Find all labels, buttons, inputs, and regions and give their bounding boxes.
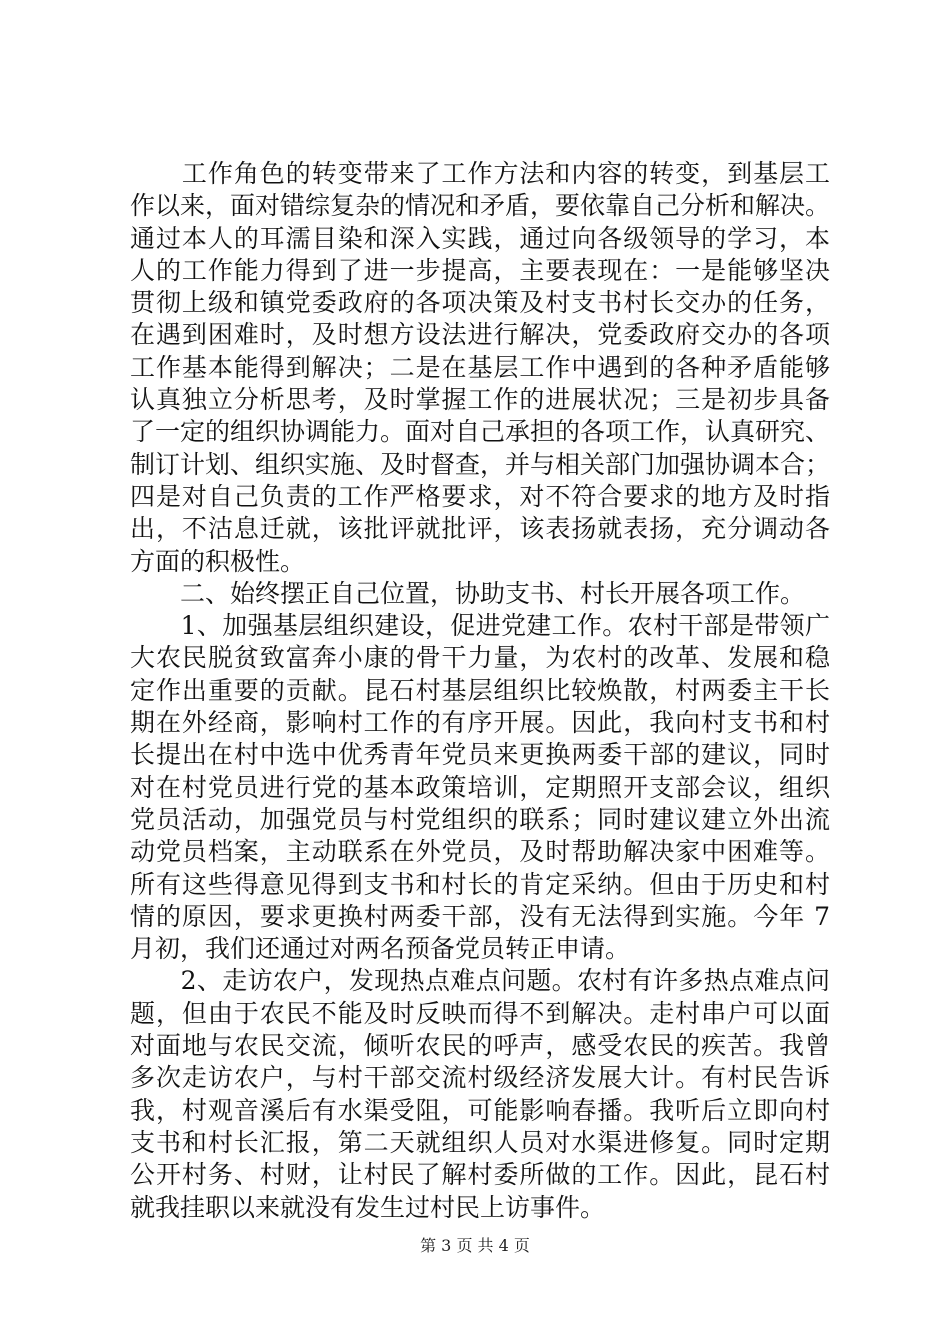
text-line: 公开村务、村财，让村民了解村委所做的工作。因此，昆石村 <box>130 1160 830 1190</box>
text-line: 多次走访农户，与村干部交流村级经济发展大计。有村民告诉 <box>130 1063 830 1093</box>
text-line: 工作角色的转变带来了工作方法和内容的转变，到基层工 <box>130 159 830 188</box>
text-line: 四是对自己负责的工作严格要求，对不符合要求的地方及时指 <box>130 481 830 511</box>
section-heading <box>130 578 830 610</box>
page-number: 第 3 页 共 4 页 <box>420 1236 530 1255</box>
text-line: 方面的积极性。 <box>130 546 306 576</box>
text-line: 对在村党员进行党的基本政策培训，定期照开支部会议，组织 <box>130 772 830 802</box>
text-line: 动党员档案，主动联系在外党员，及时帮助解决家中困难等。 <box>130 837 830 867</box>
text-line: 情的原因，要求更换村两委干部，没有无法得到实施。今年 7 <box>130 901 830 931</box>
document-body <box>130 158 830 1224</box>
text-line: 所有这些得意见得到支书和村长的肯定采纳。但由于历史和村 <box>130 869 830 899</box>
text-line: 作以来，面对错综复杂的情况和矛盾，要依靠自己分析和解决。 <box>130 191 831 221</box>
text-line: 定作出重要的贡献。昆石村基层组织比较焕散，村两委主干长 <box>130 675 830 705</box>
text-line: 贯彻上级和镇党委政府的各项决策及村支书村长交办的任务， <box>130 288 830 318</box>
text-line: 二、始终摆正自己位置，协助支书、村长开展各项工作。 <box>130 578 806 608</box>
text-line: 就我挂职以来就没有发生过村民上访事件。 <box>130 1192 606 1222</box>
paragraph <box>130 610 830 965</box>
text-line: 2、走访农户，发现热点难点问题。农村有许多热点难点问 <box>130 966 830 996</box>
text-line: 1、加强基层组织建设，促进党建工作。农村干部是带领广 <box>130 611 830 641</box>
text-line: 对面地与农民交流，倾听农民的呼声，感受农民的疾苦。我曾 <box>130 1031 830 1061</box>
text-line: 期在外经商，影响村工作的有序开展。因此，我向村支书和村 <box>130 708 830 738</box>
text-line: 出，不沽息迁就，该批评就批评，该表扬就表扬，充分调动各 <box>130 514 830 544</box>
text-line: 认真独立分析思考，及时掌握工作的进展状况；三是初步具备 <box>130 385 830 415</box>
text-line: 了一定的组织协调能力。面对自己承担的各项工作，认真研究、 <box>130 417 831 447</box>
text-line: 工作基本能得到解决；二是在基层工作中遇到的各种矛盾能够 <box>130 352 830 382</box>
text-line: 支书和村长汇报，第二天就组织人员对水渠进修复。同时定期 <box>130 1127 830 1157</box>
text-line: 题，但由于农民不能及时反映而得不到解决。走村串户可以面 <box>130 998 830 1028</box>
paragraph <box>130 158 830 578</box>
text-line: 制订计划、组织实施、及时督查，并与相关部门加强协调本合； <box>130 449 831 479</box>
text-line: 通过本人的耳濡目染和深入实践，通过向各级领导的学习，本 <box>130 223 830 253</box>
text-line: 月初，我们还通过对两名预备党员转正申请。 <box>130 934 631 964</box>
text-line: 我，村观音溪后有水渠受阻，可能影响春播。我听后立即向村 <box>130 1095 830 1125</box>
text-line: 在遇到困难时，及时想方设法进行解决，党委政府交办的各项 <box>130 320 830 350</box>
text-line: 长提出在村中选中优秀青年党员来更换两委干部的建议，同时 <box>130 740 830 770</box>
text-line: 人的工作能力得到了进一步提高，主要表现在：一是能够坚决 <box>130 255 830 285</box>
paragraph <box>130 965 830 1223</box>
text-line: 党员活动，加强党员与村党组织的联系；同时建议建立外出流 <box>130 804 830 834</box>
text-line: 大农民脱贫致富奔小康的骨干力量，为农村的改革、发展和稳 <box>130 643 830 673</box>
